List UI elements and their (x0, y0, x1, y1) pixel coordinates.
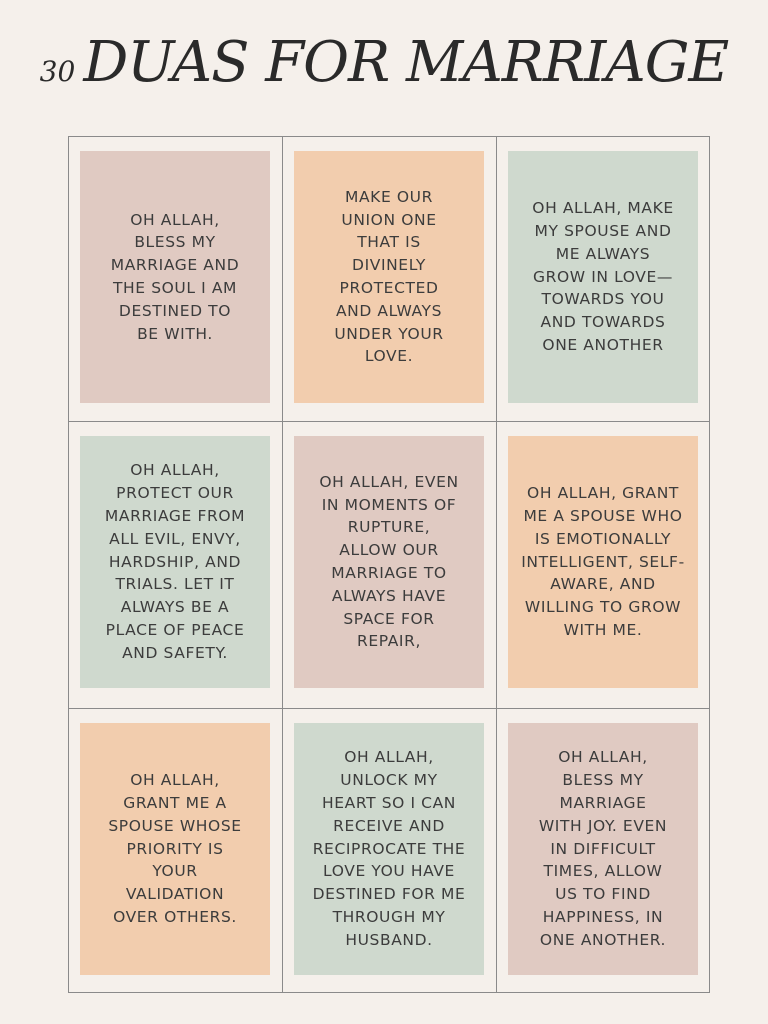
dua-text-1: OH ALLAH, BLESS MY MARRIAGE AND THE SOUL I AM DESTINED TO BE WITH. (110, 210, 240, 343)
dua-card-1 (80, 151, 270, 403)
grid-cell-4 (69, 422, 283, 709)
grid-cell-5 (283, 422, 497, 709)
dua-card-6 (508, 436, 698, 688)
page-title (0, 30, 768, 110)
dua-grid (68, 136, 710, 993)
dua-text-8: OH ALLAH, UNLOCK MY HEART SO I CAN RECEIVE AND RECIPROCATE THE LOVE YOU HAVE DESTINED FOR ME THROUGH MY HUSBAND. (312, 748, 466, 949)
grid-cell-2 (283, 137, 497, 422)
dua-card-5 (294, 436, 484, 688)
dua-text-5: OH ALLAH, EVEN IN MOMENTS OF RUPTURE, ALLOW OUR MARRIAGE TO ALWAYS HAVE SPACE FOR REPAIR, (319, 472, 459, 651)
dua-card-8 (294, 723, 484, 975)
dua-card-7 (80, 723, 270, 975)
dua-text-6: OH ALLAH, GRANT ME A SPOUSE WHO IS EMOTIONALLY INTELLIGENT, SELF- AWARE, AND WILLING TO GROW WITH ME. (521, 484, 685, 639)
grid-cell-3 (497, 137, 709, 422)
grid-cell-8 (283, 709, 497, 992)
dua-card-2 (294, 151, 484, 403)
dua-text-3: OH ALLAH, MAKE MY SPOUSE AND ME ALWAYS GROW IN LOVE— TOWARDS YOU AND TOWARDS ONE ANOTHER (532, 199, 674, 354)
grid-cell-7 (69, 709, 283, 992)
title-number: 30 (39, 55, 76, 88)
grid-cell-1 (69, 137, 283, 422)
dua-card-9 (508, 723, 698, 975)
dua-text-2: MAKE OUR UNION ONE THAT IS DIVINELY PROTECTED AND ALWAYS UNDER YOUR LOVE. (334, 187, 444, 366)
dua-text-7: OH ALLAH, GRANT ME A SPOUSE WHOSE PRIORITY IS YOUR VALIDATION OVER OTHERS. (108, 771, 242, 926)
dua-card-3 (508, 151, 698, 403)
grid-cell-6 (497, 422, 709, 709)
dua-card-4 (80, 436, 270, 688)
grid-cell-9 (497, 709, 709, 992)
title-text: DUAS FOR MARRIAGE (83, 30, 729, 95)
dua-text-9: OH ALLAH, BLESS MY MARRIAGE WITH JOY. EVEN IN DIFFICULT TIMES, ALLOW US TO FIND HAPPINESS, IN ONE ANOTHER. (538, 748, 668, 949)
dua-text-4: OH ALLAH, PROTECT OUR MARRIAGE FROM ALL EVIL, ENVY, HARDSHIP, AND TRIALS. LET IT ALWAYS BE A PLACE OF PEACE AND SAFETY. (104, 461, 246, 662)
